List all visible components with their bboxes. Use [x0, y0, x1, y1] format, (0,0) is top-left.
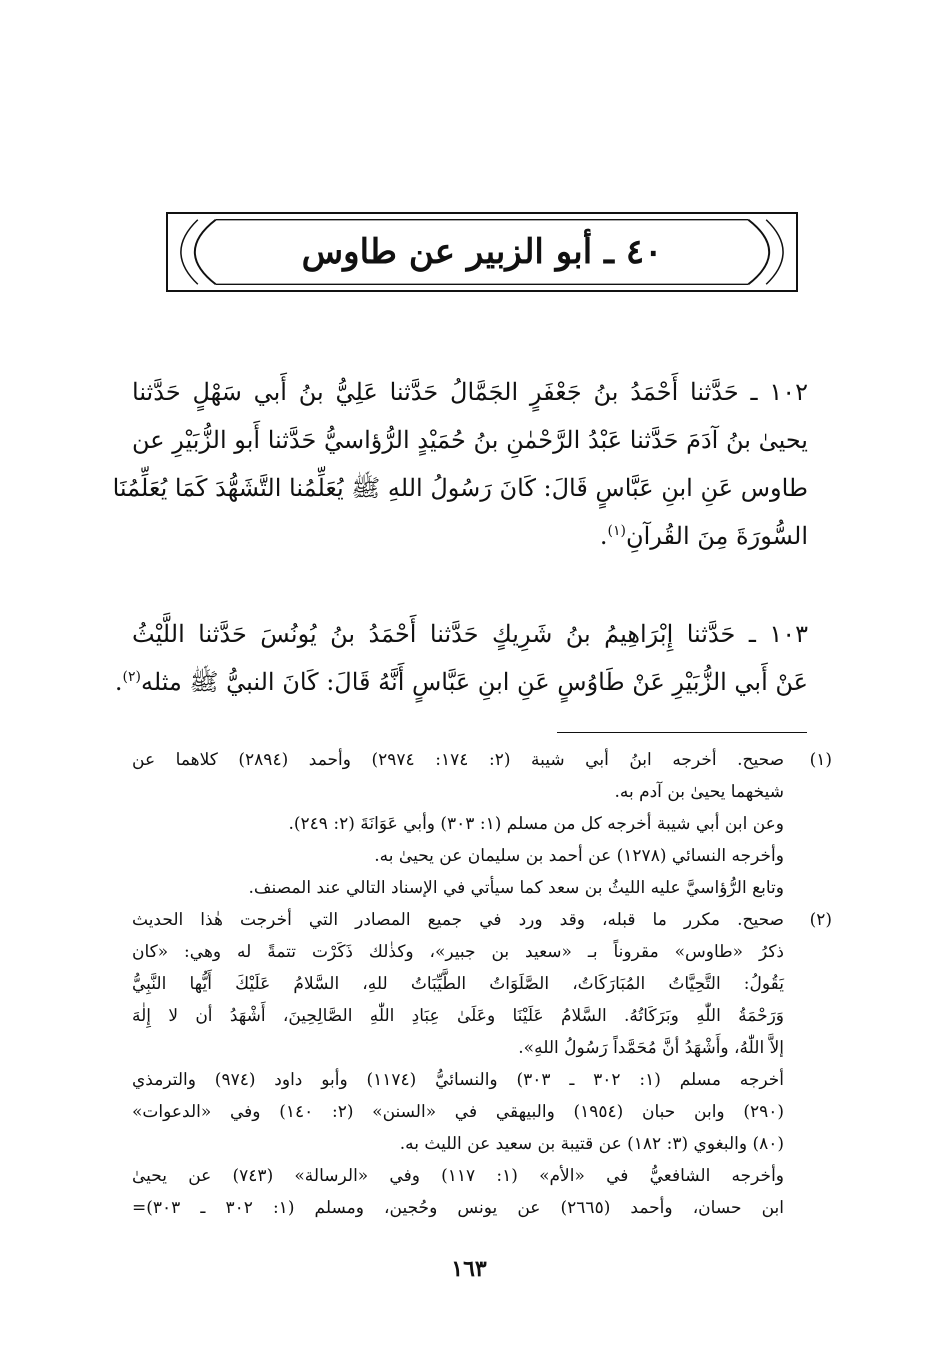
- footnote-2-line: وَرَحْمَةُ اللّٰهِ وبَرَكَاتُهُ. السَّلامُ عَلَيْنَا وعَلَىٰ عِبَادِ اللّٰهِ الصَّالِحِينَ، أَشْهَدُ أن لا إِلٰهَ: [132, 1006, 784, 1026]
- footnote-2-line: ذكرُ «طاوس» مقروناً بـ «سعيد بن جبير»، وكذٰلك ذَكَرْت تتمةً له وهي: «كان: [132, 942, 784, 962]
- footnote-2-line: إلاَّ اللّٰهُ، وأَشْهَدُ أنَّ مُحَمَّداً رَسُولُ اللهِ».: [518, 1038, 784, 1058]
- footnote-2: [132, 904, 832, 1224]
- footnote-1-line: وتابع الرُّؤاسيَّ عليه الليثُ بن سعد كما سيأتي في الإسناد التالي عند المصنف.: [248, 878, 784, 898]
- footnote-2-line: ابن حسان، وأحمد (٢٦٦٥) عن يونس وحُجين، ومسلم (١: ٣٠٢ ـ ٣٠٣)=: [132, 1198, 784, 1218]
- hadith-102-line-3: طاوس عَنِ ابنِ عَبَّاسٍ قَالَ: كَانَ رَسُولُ اللهِ ﷺ يُعَلِّمُنا التَّشَهُّدَ كَمَا يُعَلِّمُنَا: [112, 474, 808, 502]
- footnote-2-line: أخرجه مسلم (١: ٣٠٢ ـ ٣٠٣) والنسائيُّ (١١٧٤) وأبو داود (٩٧٤) والترمذي: [132, 1070, 785, 1090]
- page-number: ١٦٣: [451, 1256, 487, 1282]
- hadith-103-end: .: [114, 668, 123, 696]
- footnote-ref-2: (٢): [122, 669, 141, 685]
- footnote-1-line: صحيح. أخرجه ابنُ أبي شيبة (٢: ١٧٤: ٢٩٧٤) وأحمد (٢٨٩٤) كلاهما عن: [132, 750, 785, 770]
- hadith-103-line-2: [114, 658, 808, 706]
- footnote-2-line: يَقُولُ: التَّحِيَّاتُ المُبَارَكَاتُ، الصَّلَوَاتُ الطَّيِّبَاتُ للهِ، السَّلامُ عَلَيْكَ أَيُّها النَّبِيُّ: [132, 974, 784, 994]
- hadith-102-line-1: ١٠٢ ـ حَدَّثنا أَحْمَدُ بنُ جَعْفَرٍ الجَمَّالُ حَدَّثنا عَلِيُّ بنُ أَبي سَهْلٍ حَدَّثنا: [132, 378, 808, 406]
- footnote-2-number: (٢): [809, 910, 832, 930]
- footnote-1-line: شيخهما يحيىٰ بن آدم به.: [614, 782, 784, 802]
- hadith-102: [112, 368, 808, 560]
- hadith-102-line-4-text: السُّورَةَ مِنَ القُرآنِ: [626, 522, 808, 550]
- footnote-2-line: (٨٠) والبغوي (٣: ١٨٢) عن قتيبة بن سعيد عن الليث به.: [399, 1134, 784, 1154]
- hadith-102-end: .: [599, 522, 608, 550]
- footnote-1-line: وأخرجه النسائي (١٢٧٨) عن أحمد بن سليمان عن يحيىٰ به.: [374, 846, 784, 866]
- footnote-1-number: (١): [809, 750, 832, 770]
- footnote-separator: [557, 732, 807, 733]
- hadith-102-line-4: [132, 512, 808, 560]
- footnote-ref-1: (١): [607, 523, 626, 539]
- footnote-1-line: وعن ابن أبي شيبة أخرجه كل من مسلم (١: ٣٠٣) وأبي عَوَانَةَ (٢: ٢٤٩).: [288, 814, 784, 834]
- hadith-103: [114, 610, 808, 706]
- footnote-2-line: (٢٩٠) وابن حبان (١٩٥٤) والبيهقي في «السنن» (٢: ١٤٠) وفي «الدعوات»: [132, 1102, 785, 1122]
- footnotes: [132, 744, 832, 1224]
- footnote-1: [132, 744, 832, 904]
- hadith-103-line-2-text: عَنْ أَبي الزُّبَيْرِ عَنْ طَاوُسٍ عَنِ ابنِ عَبَّاسٍ أَنَّهُ قَالَ: كَانَ النبيُّ ﷺ مثله: [140, 668, 808, 696]
- hadith-103-line-1: ١٠٣ ـ حَدَّثنا إِبْرَاهِيمُ بنُ شَرِيكٍ حَدَّثنا أَحْمَدُ بنُ يُونُسَ حَدَّثنا اللَّيْثُ: [132, 620, 808, 648]
- hadith-102-line-2: يحيىٰ بنُ آدَمَ حَدَّثنا عَبْدُ الرَّحْمٰنِ بنُ حُمَيْدٍ الرُّؤاسيُّ حَدَّثنا أَبو الزُّبَيْرِ عن: [132, 426, 808, 454]
- footnote-2-line: صحيح. مكرر ما قبله، وقد ورد في جميع المصادر التي أخرجت هٰذا الحديث: [132, 910, 784, 930]
- footnote-2-line: وأخرجه الشافعيُّ في «الأم» (١: ١١٧) وفي «الرسالة» (٧٤٣) عن يحيىٰ: [132, 1166, 784, 1186]
- chapter-title-frame: [166, 212, 798, 292]
- chapter-title: ٤٠ ـ أبو الزبير عن طاوس: [301, 232, 663, 272]
